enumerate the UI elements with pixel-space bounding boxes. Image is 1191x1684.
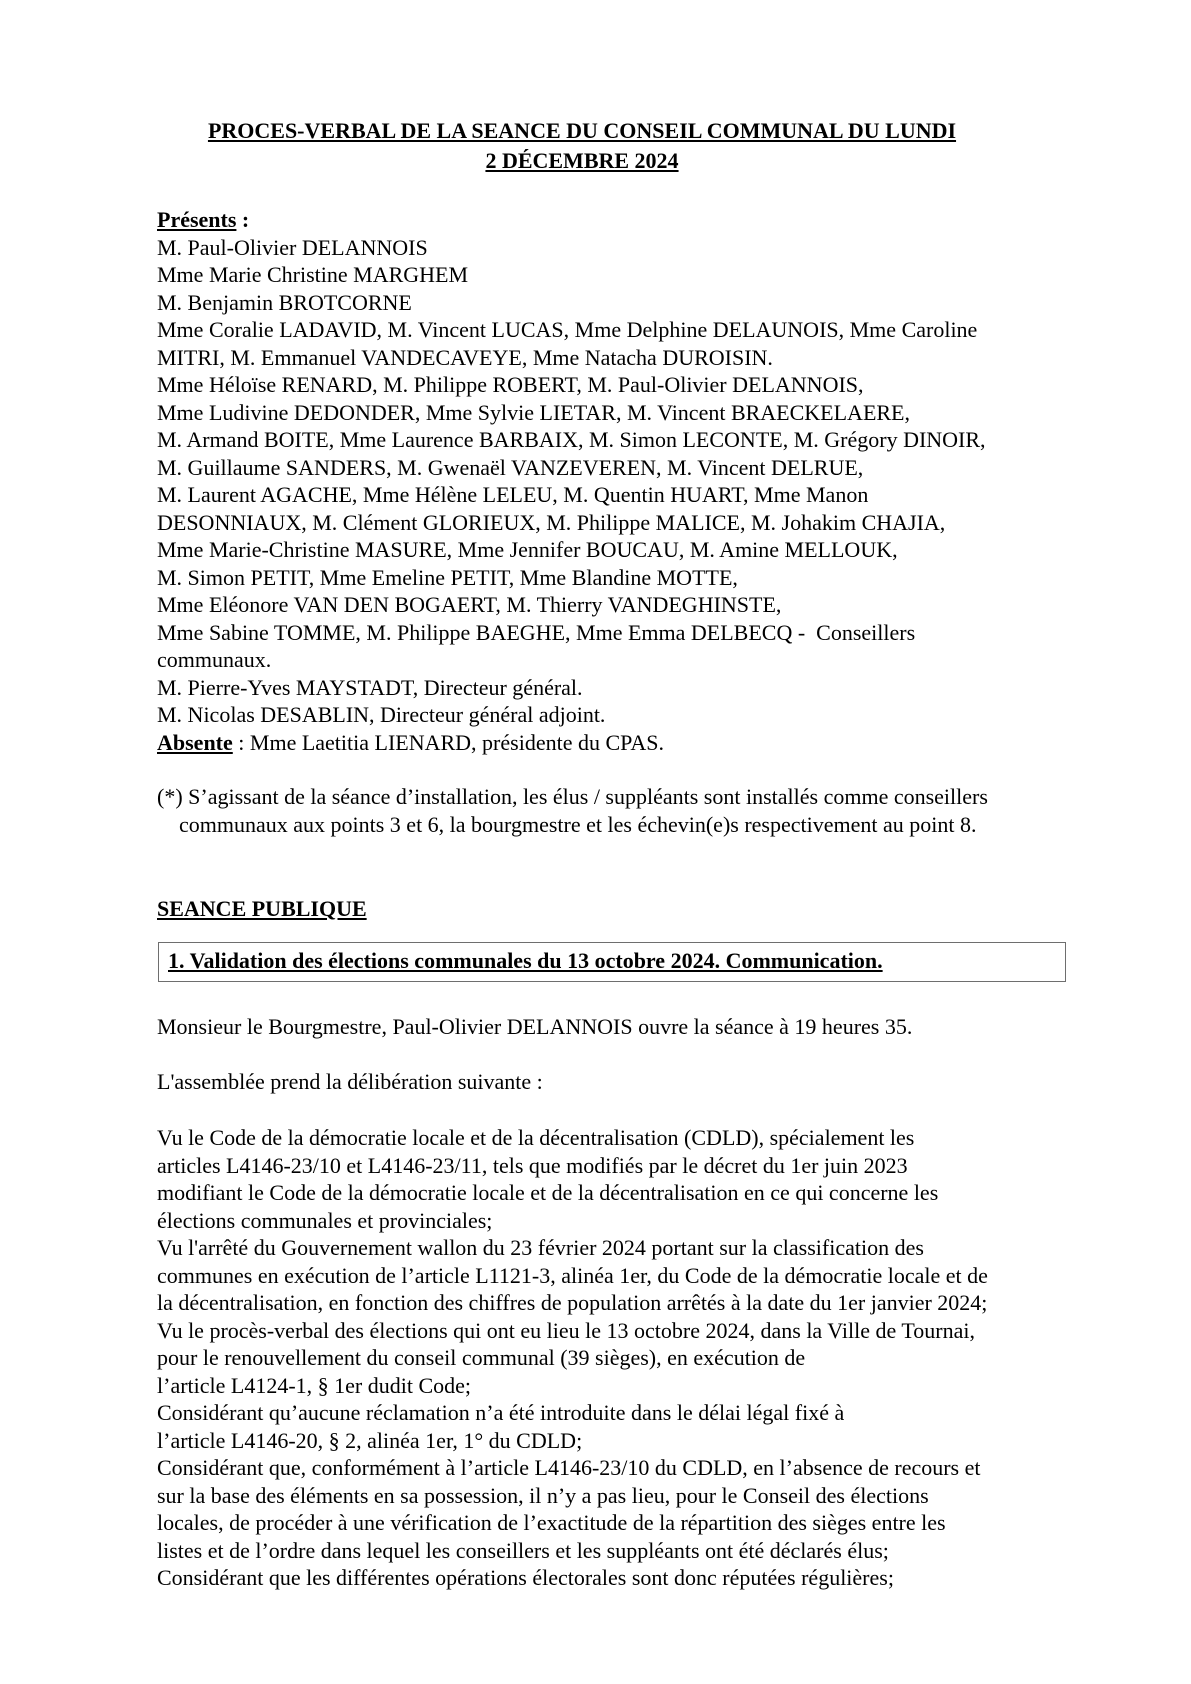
attendee-line: M. Nicolas DESABLIN, Directeur général adjoint. [157, 702, 606, 727]
attendee-line: Mme Coralie LADAVID, M. Vincent LUCAS, Mme Delphine DELAUNOIS, Mme Caroline [157, 317, 978, 342]
deliberation-line: Vu l'arrêté du Gouvernement wallon du 23 février 2024 portant sur la classification des [157, 1235, 924, 1260]
deliberation-line: modifiant le Code de la démocratie locale et de la décentralisation en ce qui concerne les [157, 1180, 939, 1205]
attendee-line: communaux. [157, 647, 272, 672]
absente-label: Absente [157, 729, 233, 755]
presents-section [157, 206, 1037, 756]
attendee-line: Mme Sabine TOMME, M. Philippe BAEGHE, Mme Emma DELBECQ - Conseillers [157, 619, 916, 645]
presents-label-colon: : [236, 207, 250, 232]
note-line-2: communaux aux points 3 et 6, la bourgmestre et les échevin(e)s respectivement au point 8. [179, 811, 977, 837]
deliberation-line: pour le renouvellement du conseil communal (39 sièges), en exécution de [157, 1345, 806, 1370]
document-title-line-2: 2 DÉCEMBRE 2024 [485, 148, 679, 173]
deliberation-line: Vu le Code de la démocratie locale et de la décentralisation (CDLD), spécialement les [157, 1125, 915, 1150]
attendee-line: M. Laurent AGACHE, Mme Hélène LELEU, M. Quentin HUART, Mme Manon [157, 482, 869, 507]
attendee-line: M. Paul-Olivier DELANNOIS [157, 234, 428, 260]
deliberation-line: communes en exécution de l’article L1121-3, alinéa 1er, du Code de la démocratie locale et de [157, 1262, 988, 1288]
deliberation-text [157, 1124, 1037, 1592]
attendee-line: M. Simon PETIT, Mme Emeline PETIT, Mme Blandine MOTTE, [157, 564, 738, 590]
attendee-line: MITRI, M. Emmanuel VANDECAVEYE, Mme Natacha DUROISIN. [157, 344, 773, 370]
agenda-item-1-box [158, 942, 1066, 983]
attendee-line: DESONNIAUX, M. Clément GLORIEUX, M. Philippe MALICE, M. Johakim CHAJIA, [157, 509, 946, 535]
public-session-heading: SEANCE PUBLIQUE [157, 896, 367, 921]
page-content [157, 116, 1037, 1592]
deliberation-line: la décentralisation, en fonction des chiffres de population arrêtés à la date du 1er janvier 2024; [157, 1290, 988, 1315]
attendee-line: M. Guillaume SANDERS, M. Gwenaël VANZEVEREN, M. Vincent DELRUE, [157, 454, 864, 480]
note-line-1: (*) S’agissant de la séance d’installation, les élus / suppléants sont installés comme conseillers [157, 784, 988, 809]
deliberation-line: Considérant que les différentes opérations électorales sont donc réputées régulières; [157, 1565, 894, 1590]
deliberation-intro: L'assemblée prend la délibération suivante : [157, 1068, 543, 1094]
attendee-line: M. Pierre-Yves MAYSTADT, Directeur général. [157, 674, 583, 700]
deliberation-line: sur la base des éléments en sa possession, il n’y a pas lieu, pour le Conseil des élections [157, 1482, 929, 1508]
deliberation-line: articles L4146-23/10 et L4146-23/11, tels que modifiés par le décret du 1er juin 2023 [157, 1152, 908, 1178]
deliberation-line: Vu le procès-verbal des élections qui ont eu lieu le 13 octobre 2024, dans la Ville de Tournai, [157, 1317, 975, 1343]
attendee-line: M. Benjamin BROTCORNE [157, 289, 412, 315]
deliberation-line: locales, de procéder à une vérification de l’exactitude de la répartition des sièges entre les [157, 1510, 946, 1535]
deliberation-line: l’article L4146-20, § 2, alinéa 1er, 1° du CDLD; [157, 1427, 583, 1453]
attendee-line: Mme Ludivine DEDONDER, Mme Sylvie LIETAR, M. Vincent BRAECKELAERE, [157, 399, 910, 425]
deliberation-line: élections communales et provinciales; [157, 1207, 493, 1233]
agenda-item-1-title: 1. Validation des élections communales du 13 octobre 2024. Communication. [168, 947, 883, 973]
attendee-line: Mme Eléonore VAN DEN BOGAERT, M. Thierry VANDEGHINSTE, [157, 592, 782, 617]
attendee-line: Mme Héloïse RENARD, M. Philippe ROBERT, M. Paul-Olivier DELANNOIS, [157, 372, 864, 397]
attendee-line: Mme Marie-Christine MASURE, Mme Jennifer BOUCAU, M. Amine MELLOUK, [157, 537, 898, 562]
absente-line [157, 729, 1037, 757]
attendee-line: Mme Marie Christine MARGHEM [157, 262, 469, 287]
document-title [157, 116, 1007, 176]
absente-text: : Mme Laetitia LIENARD, présidente du CPAS. [232, 729, 664, 755]
document-title-line-1: PROCES-VERBAL DE LA SEANCE DU CONSEIL COMMUNAL DU LUNDI [207, 118, 957, 143]
opening-statement: Monsieur le Bourgmestre, Paul-Olivier DELANNOIS ouvre la séance à 19 heures 35. [157, 1014, 913, 1039]
deliberation-line: l’article L4124-1, § 1er dudit Code; [157, 1372, 472, 1398]
deliberation-line: Considérant qu’aucune réclamation n’a été introduite dans le délai légal fixé à [157, 1400, 845, 1425]
deliberation-line: listes et de l’ordre dans lequel les conseillers et les suppléants ont été déclarés élus; [157, 1537, 889, 1563]
presents-label: Présents [157, 207, 237, 232]
presents-name-lines [157, 234, 1037, 729]
installation-note [157, 783, 1037, 838]
presents-heading [157, 206, 1037, 234]
deliberation-line: Considérant que, conformément à l’article L4146-23/10 du CDLD, en l’absence de recours et [157, 1455, 981, 1480]
attendee-line: M. Armand BOITE, Mme Laurence BARBAIX, M. Simon LECONTE, M. Grégory DINOIR, [157, 427, 986, 452]
